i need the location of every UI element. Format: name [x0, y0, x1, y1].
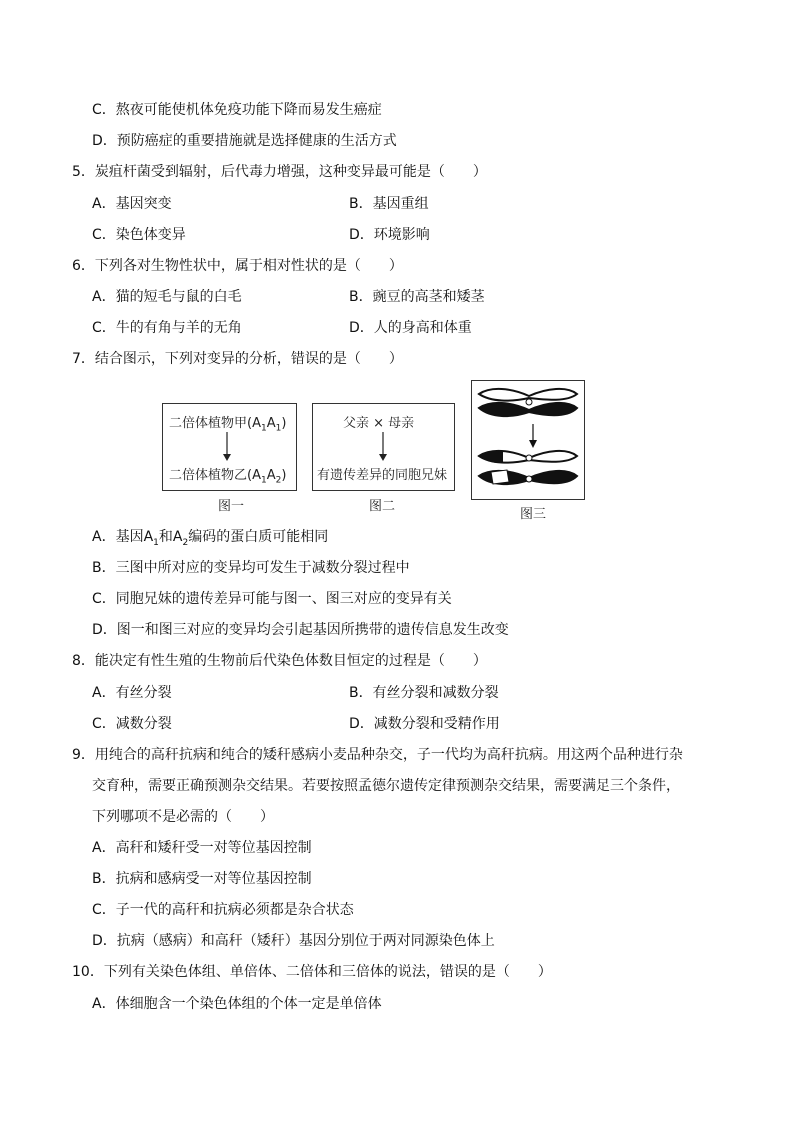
- q7-option-a: A．基因$A_1$和$A_2$编码的蛋白质可能相同: [92, 529, 329, 548]
- figure-2-caption: 图二: [369, 499, 396, 514]
- q6-option-d: D．人的身高和体重: [349, 320, 472, 336]
- figure-2-top-label: 父亲 × 母亲: [343, 416, 415, 431]
- q5-option-a: A．基因突变: [92, 196, 172, 212]
- figure-2-bottom-label: 有遗传差异的同胞兄妹: [317, 468, 448, 483]
- figure-2: [312, 403, 455, 491]
- q5-stem: 5．炭疽杆菌受到辐射，后代毒力增强，这种变异最可能是（ ）: [72, 164, 487, 180]
- q7-option-d: D．图一和图三对应的变异均会引起基因所携带的遗传信息发生改变: [92, 622, 509, 638]
- q6-option-c: C．牛的有角与羊的无角: [92, 320, 242, 336]
- q9-stem-line-2: 交育种，需要正确预测杂交结果。若要按照孟德尔遗传定律预测杂交结果，需要满足三个条件，: [92, 778, 680, 794]
- down-arrow-icon: [377, 432, 389, 462]
- q8-option-a: A．有丝分裂: [92, 685, 172, 701]
- q6-stem: 6．下列各对生物性状中，属于相对性状的是（ ）: [72, 258, 403, 274]
- q8-option-c: C．减数分裂: [92, 716, 172, 732]
- figure-1-bottom-label: 二倍体植物乙$(A_1A_2)$: [169, 468, 287, 486]
- q5-option-c: C．染色体变异: [92, 227, 186, 243]
- q7-option-c: C．同胞兄妹的遗传差异可能与图一、图三对应的变异有关: [92, 591, 452, 607]
- q5-option-d: D．环境影响: [349, 227, 430, 243]
- figure-1: [162, 403, 297, 491]
- q4-option-d: D．预防癌症的重要措施就是选择健康的生活方式: [92, 133, 397, 149]
- q6-option-b: B．豌豆的高茎和矮茎: [349, 289, 485, 305]
- q9-stem-line-1: 9．用纯合的高秆抗病和纯合的矮秆感病小麦品种杂交，子一代均为高秆抗病。用这两个品种进行杂: [72, 747, 683, 763]
- q9-option-c: C．子一代的高秆和抗病必须都是杂合状态: [92, 902, 354, 918]
- q9-option-b: B．抗病和感病受一对等位基因控制: [92, 871, 312, 887]
- figure-1-caption: 图一: [218, 499, 245, 514]
- figure-3-chromosome-diagram: [471, 380, 585, 500]
- figure-3-caption: 图三: [520, 507, 547, 522]
- q9-stem-line-3: 下列哪项不是必需的（ ）: [92, 809, 274, 825]
- down-arrow-icon: [221, 432, 233, 462]
- q9-option-d: D．抗病（感病）和高秆（矮秆）基因分别位于两对同源染色体上: [92, 933, 495, 949]
- q9-option-a: A．高秆和矮秆受一对等位基因控制: [92, 840, 312, 856]
- q10-stem: 10．下列有关染色体组、单倍体、二倍体和三倍体的说法，错误的是（ ）: [72, 964, 552, 980]
- q8-option-d: D．减数分裂和受精作用: [349, 716, 500, 732]
- q4-option-c: C．熬夜可能使机体免疫功能下降而易发生癌症: [92, 102, 382, 118]
- q8-option-b: B．有丝分裂和减数分裂: [349, 685, 499, 701]
- q8-stem: 8．能决定有性生殖的生物前后代染色体数目恒定的过程是（ ）: [72, 653, 487, 669]
- q6-option-a: A．猫的短毛与鼠的白毛: [92, 289, 242, 305]
- figure-1-top-label: 二倍体植物甲$(A_1A_1)$: [169, 416, 287, 434]
- q7-stem: 7．结合图示，下列对变异的分析，错误的是（ ）: [72, 351, 403, 367]
- q7-option-b: B．三图中所对应的变异均可发生于减数分裂过程中: [92, 560, 410, 576]
- q5-option-b: B．基因重组: [349, 196, 429, 212]
- q10-option-a: A．体细胞含一个染色体组的个体一定是单倍体: [92, 996, 382, 1012]
